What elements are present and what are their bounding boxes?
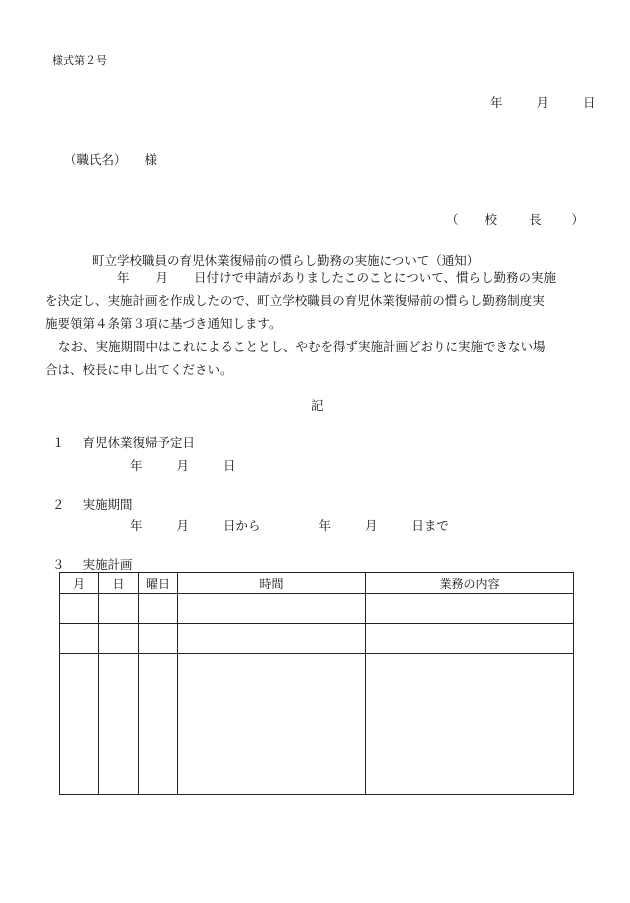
body-month: 月 xyxy=(155,270,169,285)
section-1-year: 年 xyxy=(130,458,143,473)
sender-title-1: 校 xyxy=(484,212,497,227)
section-2-number: ２ xyxy=(52,497,65,512)
body-line-5: 合は、校長に申し出てください。 xyxy=(45,362,233,377)
addressee xyxy=(64,150,157,168)
table-row xyxy=(60,594,574,624)
implementation-plan-table xyxy=(59,572,574,795)
section-3-heading xyxy=(52,555,133,573)
body-year: 年 xyxy=(117,270,130,285)
period-to-year: 年 xyxy=(318,518,331,533)
period-to-month: 月 xyxy=(364,518,378,533)
date-day: 日 xyxy=(582,95,596,110)
table-cell[interactable] xyxy=(99,654,139,795)
body-text xyxy=(45,266,577,381)
body-line-1 xyxy=(53,266,577,289)
col-day-header: 日 xyxy=(99,573,139,594)
table-cell[interactable] xyxy=(99,624,139,654)
col-weekday-header: 曜日 xyxy=(139,573,178,594)
addressee-honorific: 様 xyxy=(144,152,157,167)
notice-title: 町立学校職員の育児休業復帰前の慣らし勤務の実施について（通知） xyxy=(92,253,480,268)
date-month: 月 xyxy=(536,95,549,110)
period-to-day: 日まで xyxy=(411,518,449,533)
sender-close-paren: ） xyxy=(571,212,584,227)
col-duties-header: 業務の内容 xyxy=(366,573,574,594)
section-3-number: ３ xyxy=(52,557,65,572)
section-3-label: 実施計画 xyxy=(82,557,133,572)
col-month-header: 月 xyxy=(60,573,99,594)
table-row xyxy=(60,654,574,795)
table-cell[interactable] xyxy=(60,654,99,795)
section-2-heading xyxy=(52,495,133,513)
table-cell[interactable] xyxy=(99,594,139,624)
period-from-day: 日から xyxy=(222,518,261,533)
table-header-row xyxy=(60,573,574,594)
section-1-date xyxy=(130,456,235,474)
section-2-label: 実施期間 xyxy=(82,497,133,512)
section-1-label: 育児休業復帰予定日 xyxy=(82,435,195,450)
table-cell[interactable] xyxy=(60,594,99,624)
table-cell[interactable] xyxy=(178,654,366,795)
body-line-3: 施要領第４条第３項に基づき通知します。 xyxy=(45,316,282,331)
table-cell[interactable] xyxy=(178,594,366,624)
date-header xyxy=(490,93,595,111)
table-cell[interactable] xyxy=(60,624,99,654)
section-2-period xyxy=(130,516,449,534)
body-line-1-rest: 日付けで申請がありましたこのことについて、慣らし勤務の実施 xyxy=(194,270,557,285)
section-1-heading xyxy=(52,433,195,451)
date-year: 年 xyxy=(490,95,503,110)
form-number: 様式第２号 xyxy=(52,54,107,67)
body-line-4: なお、実施期間中はこれによることとし、やむを得ず実施計画どおりに実施できない場 xyxy=(58,339,546,354)
table-cell[interactable] xyxy=(366,624,574,654)
section-1-day: 日 xyxy=(222,458,236,473)
ki-heading: 記 xyxy=(311,398,324,413)
table-row xyxy=(60,624,574,654)
section-1-number: １ xyxy=(52,435,65,450)
period-from-month: 月 xyxy=(176,518,189,533)
period-from-year: 年 xyxy=(130,518,143,533)
table-cell[interactable] xyxy=(139,654,178,795)
sender-title-2: 長 xyxy=(528,212,542,227)
body-line-2: を決定し、実施計画を作成したので、町立学校職員の育児休業復帰前の慣らし勤務制度実 xyxy=(45,293,545,308)
sender-open-paren: （ xyxy=(446,212,459,227)
addressee-name: （職氏名） xyxy=(64,152,127,167)
table-cell[interactable] xyxy=(178,624,366,654)
sender xyxy=(446,210,584,228)
table-cell[interactable] xyxy=(139,594,178,624)
table-cell[interactable] xyxy=(366,594,574,624)
col-time-header: 時間 xyxy=(178,573,366,594)
table-cell[interactable] xyxy=(366,654,574,795)
section-1-month: 月 xyxy=(176,458,189,473)
table-cell[interactable] xyxy=(139,624,178,654)
